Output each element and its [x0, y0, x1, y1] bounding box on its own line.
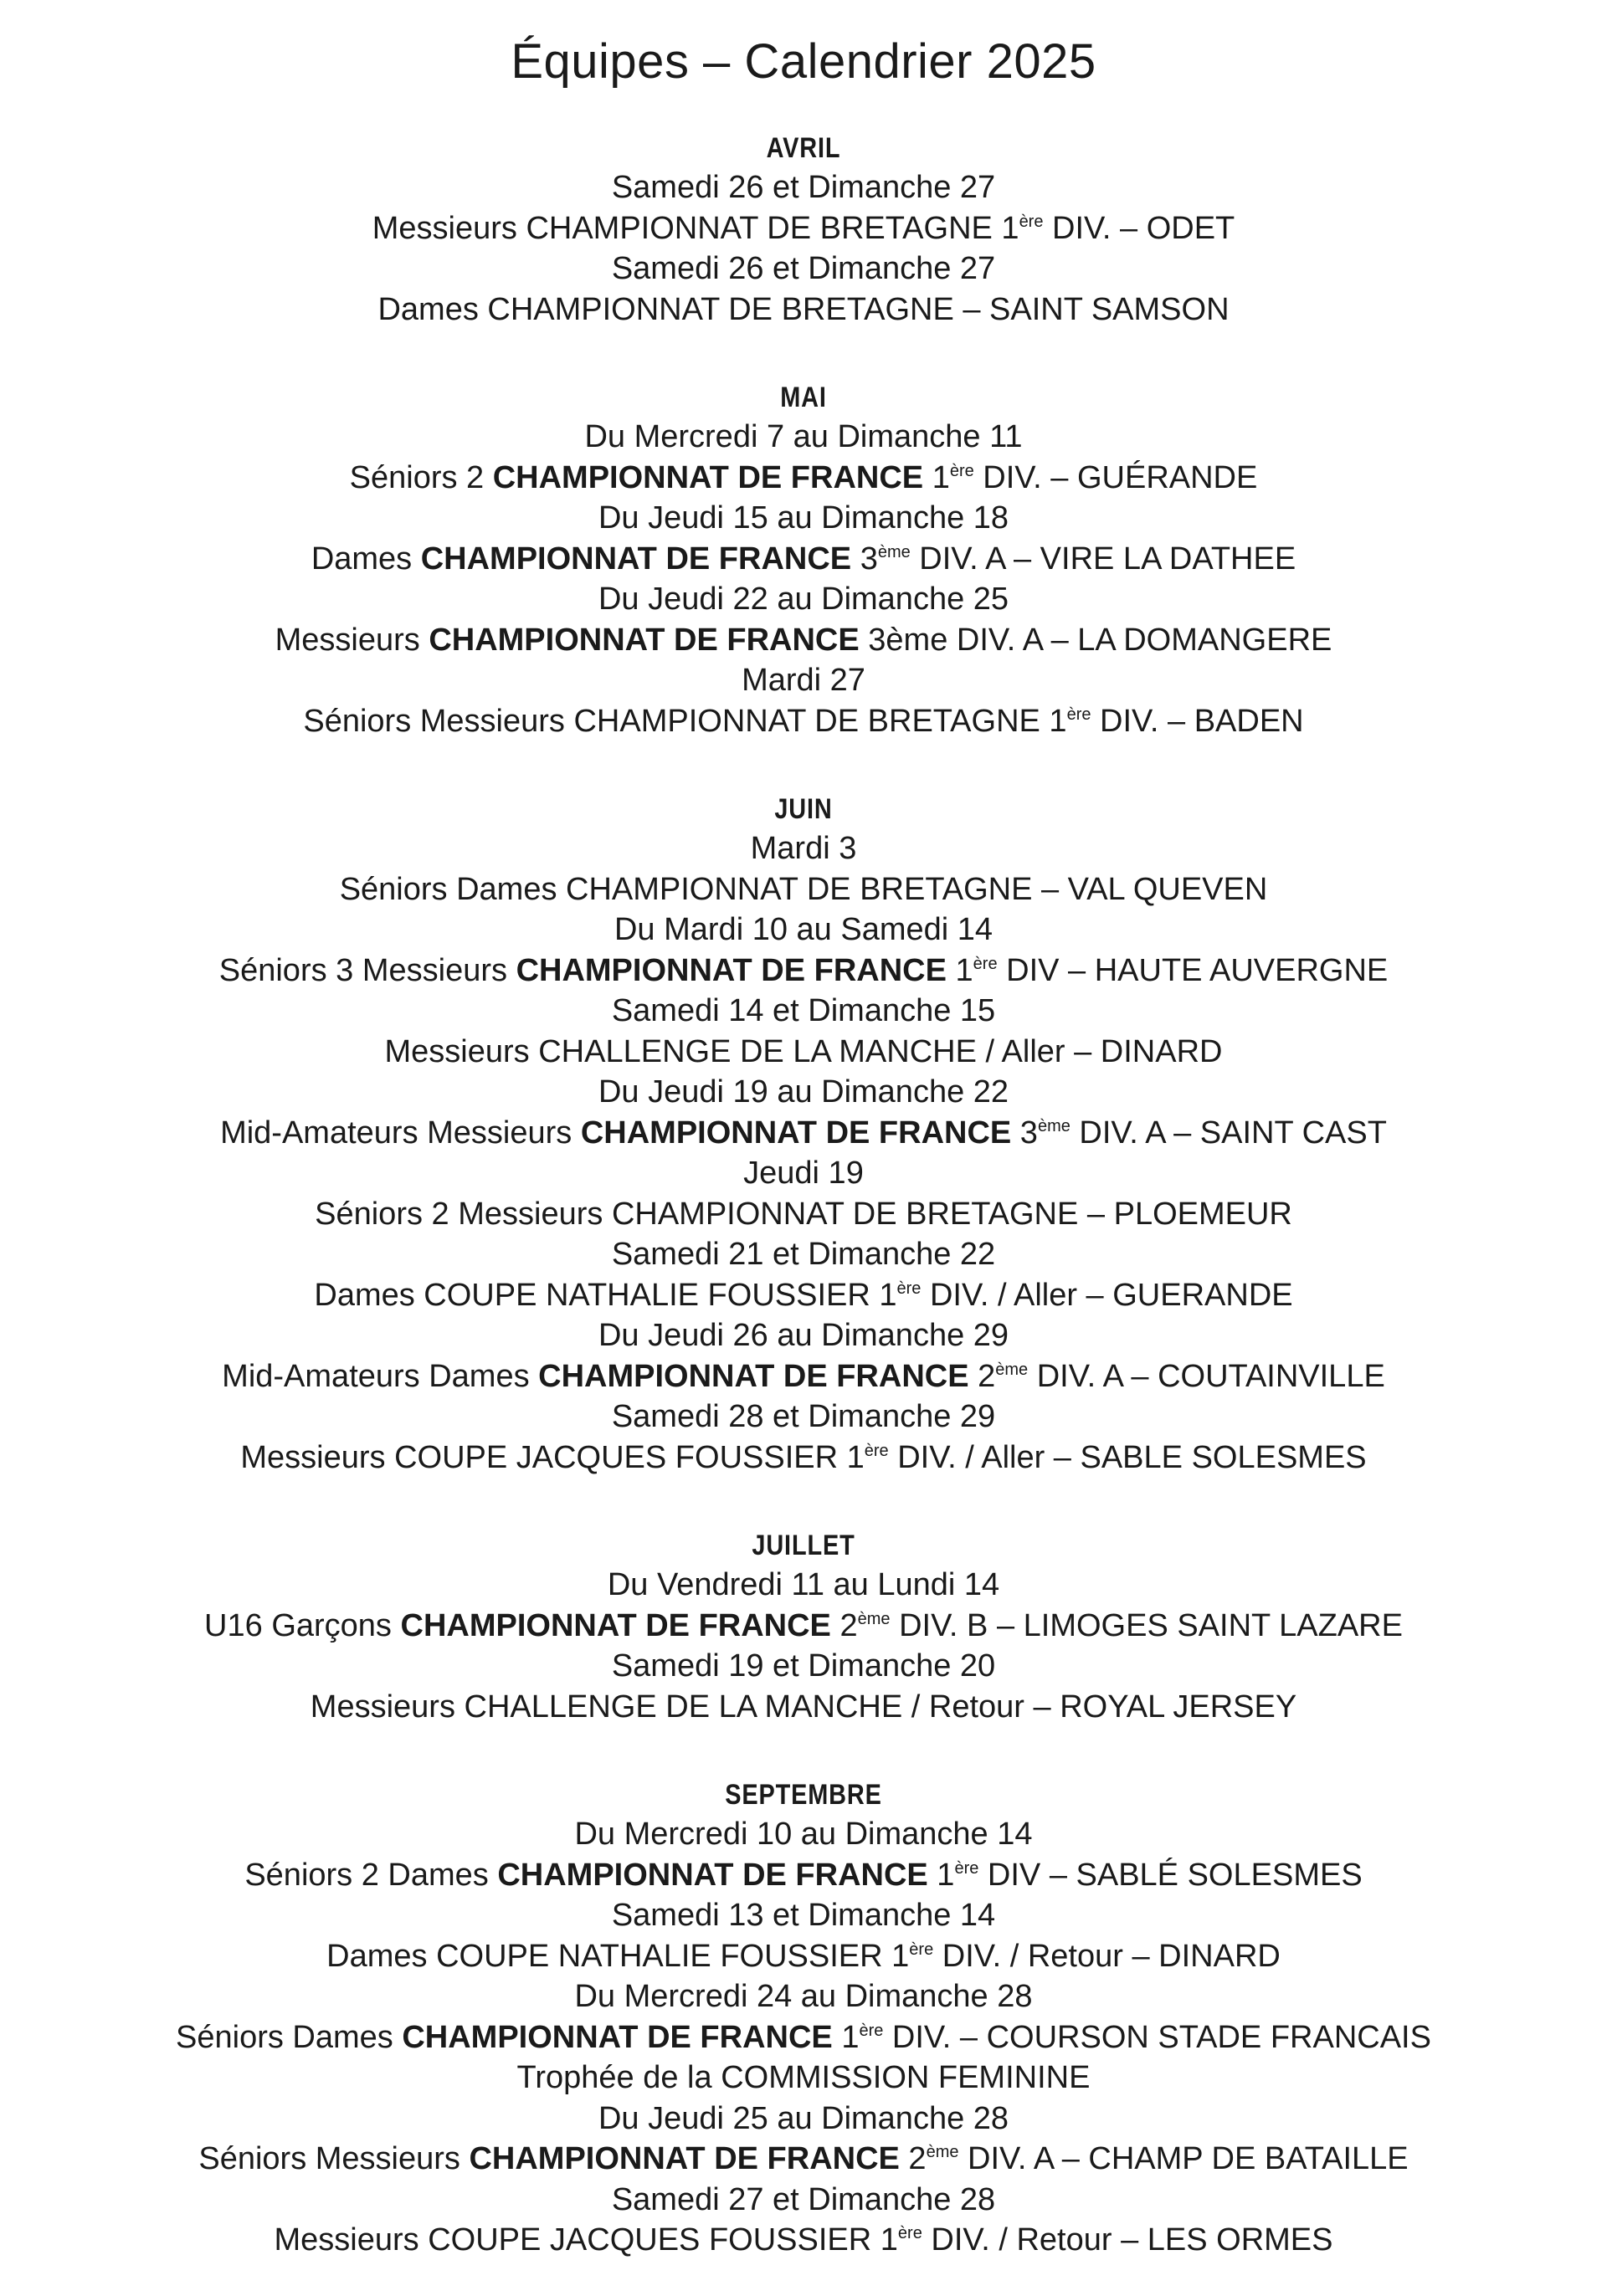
event-team: Messieurs: [240, 1439, 395, 1475]
event-division-suffix: ère: [909, 1940, 934, 1959]
event-division: 1: [946, 952, 973, 988]
event-team: Séniors 2: [349, 459, 493, 495]
event-team: Séniors Messieurs: [198, 2141, 470, 2176]
event-date: Samedi 14 et Dimanche 15: [611, 993, 996, 1028]
event-division: 1: [832, 2019, 860, 2055]
event-competition: COUPE JACQUES FOUSSIER: [428, 2222, 872, 2258]
event-line: [0, 208, 1607, 249]
month-heading: SEPTEMBRE: [725, 1779, 882, 1811]
months-list: [0, 129, 1607, 2261]
month-heading: AVRIL: [766, 132, 841, 164]
event-team: Mid-Amateurs Messieurs: [220, 1115, 581, 1151]
event-date: Samedi 21 et Dimanche 22: [611, 1237, 996, 1272]
event-details: DIV – HAUTE AUVERGNE: [997, 952, 1389, 988]
month-section: [0, 378, 1607, 741]
event-team: Trophée de la: [516, 2060, 721, 2095]
page-title: Équipes – Calendrier 2025: [511, 34, 1096, 89]
event-details: DIV. A – COUTAINVILLE: [1028, 1358, 1385, 1394]
event-competition: CHAMPIONNAT DE BRETAGNE: [566, 871, 1033, 907]
event-team: Messieurs: [274, 2222, 429, 2258]
event-details: / Aller – DINARD: [976, 1033, 1223, 1069]
event-team: Dames: [314, 1277, 424, 1313]
event-date: Mardi 3: [750, 831, 857, 866]
event-division: 2: [968, 1358, 996, 1394]
event-competition: COUPE NATHALIE FOUSSIER: [424, 1277, 870, 1313]
event-competition: CHAMPIONNAT DE FRANCE: [469, 2141, 900, 2176]
event-date: Du Mardi 10 au Samedi 14: [614, 912, 993, 947]
event-division: 3: [1011, 1115, 1038, 1151]
event-details: DIV. / Aller – GUERANDE: [921, 1277, 1293, 1313]
event-team: Séniors Dames: [339, 871, 567, 907]
event-competition: CHAMPIONNAT DE FRANCE: [516, 952, 947, 988]
event-line: [0, 2058, 1607, 2099]
event-division: 1: [870, 1277, 897, 1313]
event-competition: COUPE NATHALIE FOUSSIER: [436, 1938, 883, 1974]
event-line: [0, 290, 1607, 331]
event-competition: CHAMPIONNAT DE FRANCE: [497, 1857, 928, 1893]
event-line: [0, 1606, 1607, 1647]
event-division: 1: [923, 459, 950, 495]
event-division-suffix: ère: [896, 1279, 922, 1298]
month-heading: MAI: [780, 382, 827, 413]
event-competition: CHAMPIONNAT DE FRANCE: [400, 1607, 831, 1643]
event-competition: CHAMPIONNAT DE FRANCE: [429, 622, 860, 658]
event-division-suffix: ème: [857, 1609, 891, 1628]
event-division-suffix: ème: [877, 542, 911, 561]
event-line: [0, 458, 1607, 499]
event-line: [0, 2139, 1607, 2180]
event-line: [0, 620, 1607, 661]
event-division: 1: [992, 210, 1019, 246]
event-division-suffix: ère: [954, 1858, 979, 1878]
event-division: 2: [830, 1607, 858, 1643]
event-team: Messieurs: [372, 210, 526, 246]
event-line: [0, 1032, 1607, 1073]
event-competition: CHALLENGE DE LA MANCHE: [464, 1689, 903, 1725]
month-section: [0, 790, 1607, 1478]
event-details: DIV. – ODET: [1043, 210, 1235, 246]
event-date: Samedi 26 et Dimanche 27: [611, 170, 996, 205]
event-date: Du Vendredi 11 au Lundi 14: [607, 1567, 1000, 1602]
event-team: Dames: [377, 291, 488, 327]
event-details: – PLOEMEUR: [1078, 1196, 1292, 1232]
event-division: 3: [851, 541, 878, 577]
event-date: Samedi 27 et Dimanche 28: [611, 2181, 996, 2217]
event-details: DIV. – COURSON STADE FRANCAIS: [883, 2019, 1431, 2055]
event-competition: CHAMPIONNAT DE FRANCE: [492, 459, 924, 495]
event-line: [0, 1194, 1607, 1235]
month-heading: JUILLET: [752, 1530, 855, 1561]
event-date: Du Jeudi 19 au Dimanche 22: [598, 1074, 1009, 1110]
event-competition: CHAMPIONNAT DE BRETAGNE: [611, 1196, 1079, 1232]
event-competition: CHAMPIONNAT DE BRETAGNE: [487, 291, 954, 327]
event-line: [0, 2017, 1607, 2058]
event-line: [0, 869, 1607, 910]
event-division: 1: [871, 2222, 898, 2258]
event-competition: CHAMPIONNAT DE FRANCE: [402, 2019, 833, 2055]
event-line: [0, 1356, 1607, 1397]
event-team: Séniors 2 Messieurs: [315, 1196, 612, 1232]
event-division-suffix: ère: [864, 1441, 889, 1460]
event-division-suffix: ème: [1037, 1116, 1070, 1135]
event-date: Samedi 13 et Dimanche 14: [611, 1898, 996, 1933]
event-competition: CHAMPIONNAT DE FRANCE: [580, 1115, 1012, 1151]
event-date: Mardi 27: [742, 663, 865, 698]
event-division-suffix: ème: [995, 1360, 1029, 1379]
event-team: Messieurs: [384, 1033, 539, 1069]
event-division-suffix: ère: [973, 954, 998, 973]
event-line: [0, 1936, 1607, 1977]
event-division: 1: [1040, 703, 1067, 739]
event-details: DIV. A – CHAMP DE BATAILLE: [958, 2141, 1409, 2176]
event-competition: CHAMPIONNAT DE BRETAGNE: [526, 210, 993, 246]
event-division-suffix: ème: [926, 2143, 959, 2161]
event-team: Séniors Dames: [176, 2019, 403, 2055]
event-details: – SAINT SAMSON: [953, 291, 1230, 327]
event-date: Du Mercredi 10 au Dimanche 14: [574, 1817, 1033, 1852]
event-team: Messieurs: [275, 622, 429, 658]
month-section: [0, 1526, 1607, 1727]
event-line: [0, 1687, 1607, 1728]
event-line: [0, 539, 1607, 580]
event-team: Mid-Amateurs Dames: [222, 1358, 539, 1394]
event-division-suffix: ère: [897, 2224, 922, 2242]
event-team: Dames: [311, 541, 421, 577]
event-details: DIV. / Aller – SABLE SOLESMES: [888, 1439, 1367, 1475]
event-competition: CHAMPIONNAT DE BRETAGNE: [573, 703, 1040, 739]
event-details: DIV. A – SAINT CAST: [1070, 1115, 1387, 1151]
event-details: DIV. – GUÉRANDE: [973, 459, 1258, 495]
event-line: [0, 2220, 1607, 2261]
event-line: [0, 701, 1607, 742]
event-date: Du Jeudi 25 au Dimanche 28: [598, 2100, 1009, 2136]
event-details: DIV. / Retour – LES ORMES: [922, 2222, 1333, 2258]
event-details: DIV. – BADEN: [1091, 703, 1304, 739]
event-line: [0, 1855, 1607, 1896]
event-team: Séniors 3 Messieurs: [218, 952, 516, 988]
event-date: Du Jeudi 15 au Dimanche 18: [598, 500, 1009, 536]
event-competition: CHAMPIONNAT DE FRANCE: [420, 541, 852, 577]
event-team: Séniors 2 Dames: [244, 1857, 498, 1893]
event-team: Séniors Messieurs: [303, 703, 574, 739]
event-date: Du Mercredi 24 au Dimanche 28: [574, 1979, 1033, 2014]
event-line: [0, 1113, 1607, 1154]
event-date: Samedi 26 et Dimanche 27: [611, 251, 996, 286]
event-division-suffix: ère: [1066, 705, 1091, 724]
month-section: [0, 1776, 1607, 2261]
event-competition: CHALLENGE DE LA MANCHE: [538, 1033, 977, 1069]
event-details: – VAL QUEVEN: [1032, 871, 1268, 907]
event-details: / Retour – ROYAL JERSEY: [902, 1689, 1297, 1725]
event-line: [0, 1275, 1607, 1316]
event-details: DIV. B – LIMOGES SAINT LAZARE: [890, 1607, 1403, 1643]
event-date: Du Jeudi 22 au Dimanche 25: [598, 582, 1009, 617]
event-team: U16 Garçons: [204, 1607, 401, 1643]
event-division: 2: [899, 2141, 927, 2176]
event-line: [0, 951, 1607, 992]
event-division: 3ème: [859, 622, 948, 658]
event-date: Du Jeudi 26 au Dimanche 29: [598, 1318, 1009, 1353]
event-competition: COMMISSION FEMININE: [721, 2060, 1091, 2095]
event-division: 1: [927, 1857, 955, 1893]
event-details: DIV. A – LA DOMANGERE: [947, 622, 1332, 658]
event-competition: CHAMPIONNAT DE FRANCE: [538, 1358, 969, 1394]
event-division-suffix: ère: [1019, 212, 1044, 231]
event-date: Du Mercredi 7 au Dimanche 11: [584, 419, 1023, 454]
event-date: Samedi 28 et Dimanche 29: [611, 1399, 996, 1434]
event-division: 1: [838, 1439, 865, 1475]
event-division-suffix: ère: [859, 2021, 884, 2040]
event-division-suffix: ère: [949, 461, 974, 480]
month-section: [0, 129, 1607, 330]
event-details: DIV. / Retour – DINARD: [933, 1938, 1281, 1974]
month-heading: JUIN: [774, 793, 833, 825]
event-date: Jeudi 19: [743, 1156, 864, 1191]
event-competition: COUPE JACQUES FOUSSIER: [394, 1439, 839, 1475]
event-team: Messieurs: [310, 1689, 465, 1725]
event-line: [0, 1438, 1607, 1479]
event-details: DIV. A – VIRE LA DATHEE: [910, 541, 1296, 577]
event-date: Samedi 19 et Dimanche 20: [611, 1648, 996, 1684]
event-division: 1: [882, 1938, 910, 1974]
event-team: Dames: [326, 1938, 437, 1974]
event-details: DIV – SABLÉ SOLESMES: [978, 1857, 1363, 1893]
